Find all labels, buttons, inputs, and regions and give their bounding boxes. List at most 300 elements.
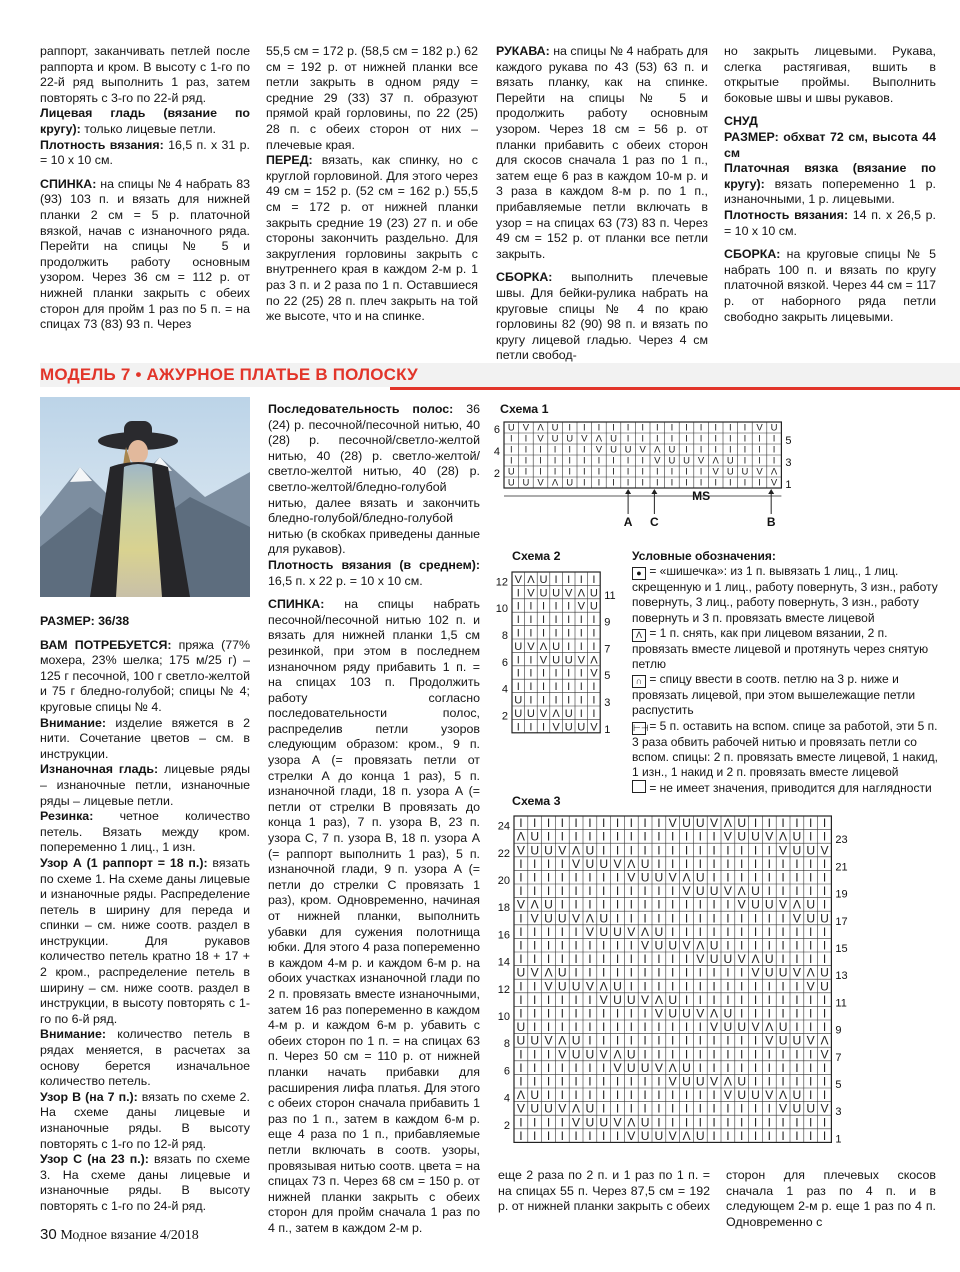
- stitch-symbol: Λ: [544, 965, 553, 980]
- stitch-symbol: V: [820, 1101, 829, 1116]
- stitch-symbol: V: [516, 1101, 525, 1116]
- row-number: 4: [503, 1092, 510, 1105]
- stitch-symbol: I: [657, 843, 661, 858]
- stitch-symbol: I: [554, 600, 558, 613]
- stitch-symbol: I: [626, 466, 630, 478]
- row-number: 13: [835, 970, 848, 983]
- paragraph-heading: Узор А (1 раппорт = 18 п.):: [40, 855, 208, 870]
- stitch-symbol: I: [546, 938, 551, 953]
- stitch-symbol: I: [781, 938, 785, 953]
- stitch-symbol: Λ: [723, 1074, 732, 1089]
- stitch-symbol: V: [558, 843, 567, 858]
- stitch-symbol: I: [657, 1033, 661, 1048]
- stitch-symbol: I: [671, 952, 675, 967]
- stitch-symbol: U: [585, 1101, 595, 1116]
- stitch-symbol: I: [743, 477, 747, 489]
- paragraph: [40, 177, 250, 333]
- paragraph-heading: РАЗМЕР: обхват 72 см, высота 44 см: [724, 129, 936, 160]
- stitch-symbol: I: [641, 466, 645, 478]
- row-number: 5: [835, 1079, 842, 1091]
- stitch-symbol: U: [530, 1101, 540, 1116]
- row-number: 12: [495, 576, 508, 589]
- stitch-symbol: I: [822, 938, 827, 953]
- stitch-symbol: I: [602, 843, 606, 858]
- paragraph: [40, 1090, 250, 1152]
- stitch-symbol: I: [809, 884, 813, 899]
- stitch-symbol: I: [795, 1047, 799, 1062]
- stitch-symbol: I: [655, 477, 659, 489]
- stitch-symbol: I: [643, 829, 647, 844]
- row-number: 3: [604, 697, 611, 709]
- row-number: 4: [501, 683, 508, 696]
- stitch-symbol: I: [822, 829, 827, 844]
- stitch-symbol: I: [541, 667, 546, 680]
- stitch-symbol: I: [567, 627, 571, 640]
- stitch-symbol: I: [795, 979, 799, 994]
- stitch-symbol: I: [822, 1088, 827, 1103]
- paragraph-text: вязать по схеме 2. На схеме даны лицевые и изнаночные ряды. В высоту повторять с 1-го по 12-й ряд.: [40, 1089, 250, 1151]
- top-col-3: [496, 44, 708, 364]
- stitch-symbol: I: [519, 870, 523, 885]
- stitch-symbol: I: [809, 870, 813, 885]
- stitch-symbol: I: [602, 870, 606, 885]
- stitch-symbol: V: [585, 924, 594, 939]
- stitch-symbol: I: [822, 897, 827, 912]
- paragraph-text: но закрыть лицевыми. Рукава, слегка растягивая, вшить в открытые проймы. Выполнить боковые швы и швы рукавов.: [724, 44, 936, 105]
- stitch-symbol: V: [668, 816, 677, 831]
- stitch-symbol: U: [589, 600, 598, 613]
- stitch-symbol: I: [698, 1115, 702, 1130]
- stitch-symbol: I: [698, 992, 702, 1007]
- stitch-symbol: I: [629, 1088, 633, 1103]
- stitch-symbol: Λ: [654, 444, 661, 456]
- stitch-symbol: I: [602, 965, 606, 980]
- paragraph: [724, 208, 936, 239]
- stitch-symbol: I: [615, 843, 620, 858]
- stitch-symbol: I: [643, 911, 647, 926]
- stitch-symbol: I: [753, 1006, 758, 1021]
- stitch-symbol: I: [712, 843, 716, 858]
- paragraph-text: 36 (24) р. песочной/песочной нитью, 40 (28) р. песочной/светло-желтой нитью, 40 (28) р. светло-желтой/светло-желтой нитью, 40 (28) р. светло-желтой/бледно-голубой нитью, далее вязать и закончить бледно-голубой/бледно-голубой нитью (в скобках приведены данные для рукавов).: [268, 402, 480, 557]
- stitch-symbol: U: [514, 707, 523, 720]
- stitch-symbol: V: [599, 1047, 608, 1062]
- stitch-symbol: I: [643, 1006, 647, 1021]
- stitch-symbol: I: [629, 1074, 633, 1089]
- stitch-symbol: Λ: [779, 829, 788, 844]
- stitch-symbol: I: [699, 444, 703, 456]
- stitch-symbol: I: [516, 667, 520, 680]
- stitch-symbol: I: [533, 1128, 537, 1143]
- stitch-symbol: U: [792, 1033, 802, 1048]
- stitch-symbol: U: [682, 1060, 691, 1075]
- stitch-symbol: U: [751, 897, 760, 912]
- stitch-symbol: I: [743, 422, 747, 434]
- stitch-symbol: I: [546, 952, 551, 967]
- stitch-symbol: I: [671, 924, 675, 939]
- stitch-symbol: I: [795, 870, 799, 885]
- stitch-symbol: I: [753, 843, 758, 858]
- stitch-symbol: I: [568, 444, 572, 456]
- stitch-symbol: I: [728, 422, 732, 434]
- stitch-symbol: I: [740, 938, 744, 953]
- stitch-symbol: I: [615, 1074, 620, 1089]
- stitch-symbol: V: [514, 573, 523, 586]
- stitch-symbol: I: [519, 1006, 523, 1021]
- stitch-symbol: I: [753, 1033, 758, 1048]
- stitch-symbol: Λ: [751, 952, 760, 967]
- stitch-symbol: I: [546, 924, 551, 939]
- stitch-symbol: I: [698, 979, 702, 994]
- paragraph: [40, 716, 250, 763]
- stitch-symbol: I: [615, 1088, 620, 1103]
- stitch-symbol: Λ: [627, 1115, 636, 1130]
- stitch-symbol: U: [820, 911, 829, 926]
- stitch-symbol: I: [753, 1074, 758, 1089]
- stitch-symbol: Λ: [792, 897, 801, 912]
- stitch-symbol: U: [539, 587, 548, 600]
- stitch-symbol: I: [657, 1020, 661, 1035]
- stitch-symbol: U: [682, 816, 691, 831]
- stitch-symbol: I: [588, 992, 592, 1007]
- stitch-symbol: I: [712, 1060, 716, 1075]
- stitch-symbol: I: [753, 1060, 758, 1075]
- stitch-symbol: I: [615, 1020, 620, 1035]
- row-number: 8: [503, 1038, 510, 1051]
- stitch-symbol: I: [822, 870, 827, 885]
- row-number: 20: [497, 875, 510, 887]
- paragraph-gap: [40, 630, 250, 638]
- stitch-symbol: I: [546, 1060, 551, 1075]
- stitch-symbol: I: [516, 600, 520, 613]
- stitch-symbol: I: [643, 1088, 647, 1103]
- stitch-symbol: U: [682, 1006, 691, 1021]
- stitch-symbol: I: [726, 924, 730, 939]
- banner-rule: [390, 387, 960, 390]
- row-number: 5: [785, 435, 792, 447]
- paragraph: [40, 638, 250, 716]
- stitch-symbol: U: [577, 721, 586, 734]
- stitch-symbol: I: [671, 884, 675, 899]
- stitch-symbol: I: [767, 870, 771, 885]
- stitch-symbol: I: [516, 614, 520, 627]
- stitch-symbol: U: [552, 587, 561, 600]
- stitch-symbol: I: [684, 1020, 689, 1035]
- stitch-symbol: I: [626, 422, 630, 434]
- stitch-symbol: I: [795, 816, 799, 831]
- scheme-1-chart: [486, 416, 816, 536]
- paragraph-text: 14 п. х 26,5 р. = 10 х 10 см.: [724, 207, 936, 238]
- stitch-symbol: I: [726, 897, 730, 912]
- paragraph-text: только лицевые петли.: [80, 121, 216, 136]
- paragraph-heading: Узор В (на 7 п.):: [40, 1089, 138, 1104]
- stitch-symbol: I: [758, 433, 761, 445]
- stitch-symbol: I: [795, 1060, 799, 1075]
- stitch-symbol: I: [554, 667, 558, 680]
- paragraph-heading: Лицевая гладь (вязание по кругу):: [40, 106, 250, 136]
- stitch-symbol: I: [712, 870, 716, 885]
- stitch-symbol: V: [806, 1033, 815, 1048]
- stitch-symbol: I: [684, 1115, 689, 1130]
- paragraph-gap: [40, 169, 250, 177]
- model-title: МОДЕЛЬ 7 • АЖУРНОЕ ПЛАТЬЕ В ПОЛОСКУ: [40, 365, 418, 384]
- stitch-symbol: I: [568, 466, 572, 478]
- stitch-symbol: I: [809, 829, 813, 844]
- stitch-symbol: I: [546, 1020, 551, 1035]
- stitch-symbol: V: [552, 721, 560, 734]
- paragraph-text: 16,5 п. х 22 р. = 10 х 10 см.: [268, 573, 423, 588]
- stitch-symbol: I: [612, 466, 615, 478]
- stitch-symbol: V: [820, 1047, 829, 1062]
- stitch-symbol: I: [740, 1115, 744, 1130]
- stitch-symbol: I: [657, 897, 661, 912]
- row-number: 10: [497, 1011, 510, 1023]
- stitch-symbol: I: [615, 1006, 620, 1021]
- stitch-symbol: V: [539, 654, 548, 667]
- stitch-symbol: I: [781, 952, 785, 967]
- stitch-symbol: U: [726, 455, 734, 467]
- stitch-symbol: I: [671, 1047, 675, 1062]
- row-number: 16: [497, 929, 510, 942]
- stitch-symbol: V: [613, 1115, 622, 1130]
- row-number: 17: [835, 915, 848, 928]
- stitch-symbol: I: [541, 721, 546, 734]
- paragraph-heading: ПЕРЕД:: [266, 153, 313, 168]
- stitch-symbol: U: [726, 466, 734, 478]
- stitch-symbol: I: [684, 897, 689, 912]
- stitch-symbol: U: [640, 1060, 650, 1075]
- stitch-symbol: I: [758, 455, 761, 467]
- stitch-symbol: I: [670, 422, 674, 434]
- paragraph-text: вязать по схеме 1. На схеме даны лицевые и изнаночные ряды. Распределение петель в ширину для переда и спинки – см. ниже соотв. раздел в инструкции. Для рукавов количество петель кратно 18 + 17 + 2 кром., распределение петель в ширину – см. ниже соотв. раздел в инструкции, в высоту повторять с 1-го по 6-й ряд.: [40, 855, 250, 1026]
- stitch-symbol: I: [546, 884, 551, 899]
- stitch-symbol: U: [626, 1060, 636, 1075]
- stitch-symbol: I: [753, 1128, 758, 1143]
- stitch-symbol: I: [726, 1060, 730, 1075]
- stitch-symbol: U: [792, 1088, 802, 1103]
- stitch-symbol: U: [640, 1115, 650, 1130]
- legend-symbol-icon: [632, 780, 646, 793]
- row-number: 7: [604, 643, 611, 656]
- legend-item: [632, 719, 938, 781]
- stitch-symbol: V: [751, 965, 760, 980]
- stitch-symbol: I: [524, 444, 528, 456]
- paragraph: [496, 270, 708, 364]
- stitch-symbol: I: [781, 992, 785, 1007]
- stitch-symbol: I: [698, 856, 702, 871]
- stitch-symbol: V: [668, 1074, 677, 1089]
- stitch-symbol: I: [684, 843, 689, 858]
- stitch-symbol: U: [683, 455, 690, 467]
- stitch-symbol: U: [610, 433, 617, 445]
- stitch-symbol: U: [552, 654, 561, 667]
- stitch-symbol: V: [572, 1115, 581, 1130]
- stitch-symbol: I: [568, 422, 572, 434]
- paragraph-heading: Узор С (на 23 п.):: [40, 1152, 149, 1167]
- stitch-symbol: I: [740, 1128, 744, 1143]
- stitch-symbol: V: [682, 884, 691, 899]
- stitch-symbol: I: [602, 1033, 606, 1048]
- stitch-symbol: I: [809, 952, 813, 967]
- stitch-symbol: I: [574, 884, 578, 899]
- stitch-symbol: I: [726, 979, 730, 994]
- stitch-symbol: I: [533, 1020, 537, 1035]
- paragraph-heading: РУКАВА:: [496, 44, 550, 58]
- stitch-symbol: V: [737, 897, 746, 912]
- stitch-symbol: U: [571, 1047, 581, 1062]
- stitch-symbol: I: [546, 870, 551, 885]
- stitch-symbol: I: [671, 1020, 675, 1035]
- stitch-symbol: I: [588, 884, 592, 899]
- stitch-symbol: I: [767, 1006, 771, 1021]
- stitch-symbol: I: [657, 884, 661, 899]
- stitch-symbol: I: [579, 694, 583, 707]
- stitch-symbol: I: [671, 1101, 675, 1116]
- stitch-symbol: I: [753, 870, 758, 885]
- stitch-symbol: V: [530, 911, 539, 926]
- stitch-symbol: I: [546, 856, 551, 871]
- stitch-symbol: I: [588, 816, 592, 831]
- stitch-symbol: I: [740, 1060, 744, 1075]
- stitch-symbol: I: [767, 924, 771, 939]
- stitch-symbol: I: [615, 965, 620, 980]
- stitch-symbol: I: [533, 884, 537, 899]
- stitch-symbol: I: [767, 856, 771, 871]
- stitch-symbol: I: [588, 952, 592, 967]
- stitch-symbol: U: [751, 829, 760, 844]
- stitch-symbol: I: [822, 1060, 827, 1075]
- stitch-symbol: I: [574, 816, 578, 831]
- stitch-symbol: U: [695, 816, 705, 831]
- stitch-symbol: U: [764, 952, 774, 967]
- stitch-symbol: I: [582, 466, 586, 478]
- stitch-symbol: U: [564, 654, 573, 667]
- stitch-symbol: I: [767, 1060, 771, 1075]
- stitch-symbol: I: [726, 965, 730, 980]
- stitch-symbol: I: [753, 938, 758, 953]
- stitch-symbol: I: [728, 444, 732, 456]
- stitch-symbol: V: [639, 444, 646, 456]
- stitch-symbol: I: [592, 640, 596, 653]
- stitch-symbol: I: [671, 856, 675, 871]
- stitch-symbol: I: [533, 1060, 537, 1075]
- stitch-symbol: I: [582, 455, 586, 467]
- stitch-symbol: I: [809, 856, 813, 871]
- stitch-symbol: V: [599, 992, 608, 1007]
- stitch-symbol: V: [723, 829, 732, 844]
- stitch-symbol: I: [533, 992, 537, 1007]
- stitch-symbol: V: [641, 938, 650, 953]
- stitch-symbol: I: [822, 1115, 827, 1130]
- paragraph: [40, 856, 250, 1028]
- stitch-symbol: I: [574, 965, 578, 980]
- stitch-symbol: I: [657, 1088, 661, 1103]
- stitch-symbol: I: [567, 640, 571, 653]
- stitch-symbol: Λ: [558, 1033, 567, 1048]
- stitch-symbol: U: [544, 911, 553, 926]
- stitch-symbol: I: [553, 455, 557, 467]
- stitch-symbol: I: [519, 1128, 523, 1143]
- paragraph-text: на круговые спицы № 5 набрать 100 п. и вязать по кругу платочной вязкой. Через 44 см = 117 р. от наборного ряда петли свободно закрыть лицевыми.: [724, 247, 936, 324]
- stitch-symbol: U: [557, 979, 567, 994]
- stitch-symbol: U: [668, 992, 678, 1007]
- stitch-symbol: I: [712, 1033, 716, 1048]
- stitch-symbol: I: [533, 979, 537, 994]
- stitch-symbol: I: [712, 1088, 716, 1103]
- stitch-symbol: I: [698, 843, 702, 858]
- stitch-symbol: I: [743, 433, 747, 445]
- stitch-symbol: I: [822, 884, 827, 899]
- scheme-1-label: Схема 1: [500, 402, 549, 416]
- paragraph: [496, 44, 708, 262]
- stitch-symbol: I: [657, 1115, 661, 1130]
- stitch-symbol: I: [643, 1101, 647, 1116]
- stitch-symbol: I: [753, 1115, 758, 1130]
- stitch-symbol: I: [795, 1006, 799, 1021]
- stitch-symbol: I: [546, 1128, 551, 1143]
- stitch-symbol: I: [657, 816, 661, 831]
- stitch-symbol: Λ: [613, 1047, 622, 1062]
- stitch-symbol: I: [685, 444, 688, 456]
- stitch-symbol: V: [779, 897, 788, 912]
- legend-symbol-icon: ●: [632, 567, 646, 580]
- stitch-symbol: I: [574, 829, 578, 844]
- stitch-symbol: I: [626, 433, 630, 445]
- row-number: 5: [604, 670, 611, 683]
- marker-arrowhead: [625, 489, 631, 494]
- stitch-symbol: V: [590, 667, 598, 680]
- stitch-symbol: I: [588, 1128, 592, 1143]
- stitch-symbol: I: [529, 654, 533, 667]
- stitch-symbol: I: [582, 444, 586, 456]
- row-number: 1: [604, 723, 611, 736]
- stitch-symbol: I: [685, 477, 688, 489]
- stitch-symbol: I: [671, 1033, 675, 1048]
- stitch-symbol: U: [737, 1088, 747, 1103]
- stitch-symbol: I: [546, 1006, 551, 1021]
- stitch-symbol: I: [629, 1006, 633, 1021]
- stitch-symbol: V: [654, 1006, 663, 1021]
- stitch-symbol: I: [699, 433, 703, 445]
- stitch-symbol: U: [806, 911, 816, 926]
- stitch-symbol: V: [544, 979, 553, 994]
- stitch-symbol: U: [571, 1033, 581, 1048]
- stitch-symbol: Λ: [595, 433, 603, 445]
- stitch-symbol: I: [712, 856, 716, 871]
- stitch-symbol: I: [567, 694, 571, 707]
- stitch-symbol: I: [657, 979, 661, 994]
- row-number: 14: [497, 956, 510, 969]
- row-number: 24: [497, 820, 510, 833]
- stitch-symbol: I: [574, 952, 578, 967]
- stitch-symbol: I: [615, 1101, 620, 1116]
- stitch-symbol: I: [560, 924, 564, 939]
- stitch-symbol: I: [509, 455, 513, 467]
- stitch-symbol: I: [560, 829, 564, 844]
- stitch-symbol: V: [696, 1006, 705, 1021]
- paragraph-heading: СПИНКА:: [40, 176, 97, 191]
- stitch-symbol: I: [579, 573, 583, 586]
- stitch-symbol: I: [567, 667, 571, 680]
- stitch-symbol: I: [714, 477, 718, 489]
- left-col: [40, 614, 250, 1215]
- magazine-name: Модное вязание 4/2018: [60, 1228, 199, 1243]
- paragraph-heading: Резинка:: [40, 809, 94, 824]
- legend-text: = «шишечка»: из 1 п. вывязать 1 лиц., 1 лиц. скрещенную и 1 лиц., работу повернуть, 3 изн., работу повернуть, 3 лиц., работу повернуть, 3 изн., работу повернуть и 3 п. провязать вместе лицевой: [632, 564, 938, 625]
- stitch-symbol: I: [670, 433, 674, 445]
- stitch-symbol: U: [640, 1128, 650, 1143]
- stitch-symbol: Λ: [627, 856, 636, 871]
- stitch-symbol: I: [626, 455, 630, 467]
